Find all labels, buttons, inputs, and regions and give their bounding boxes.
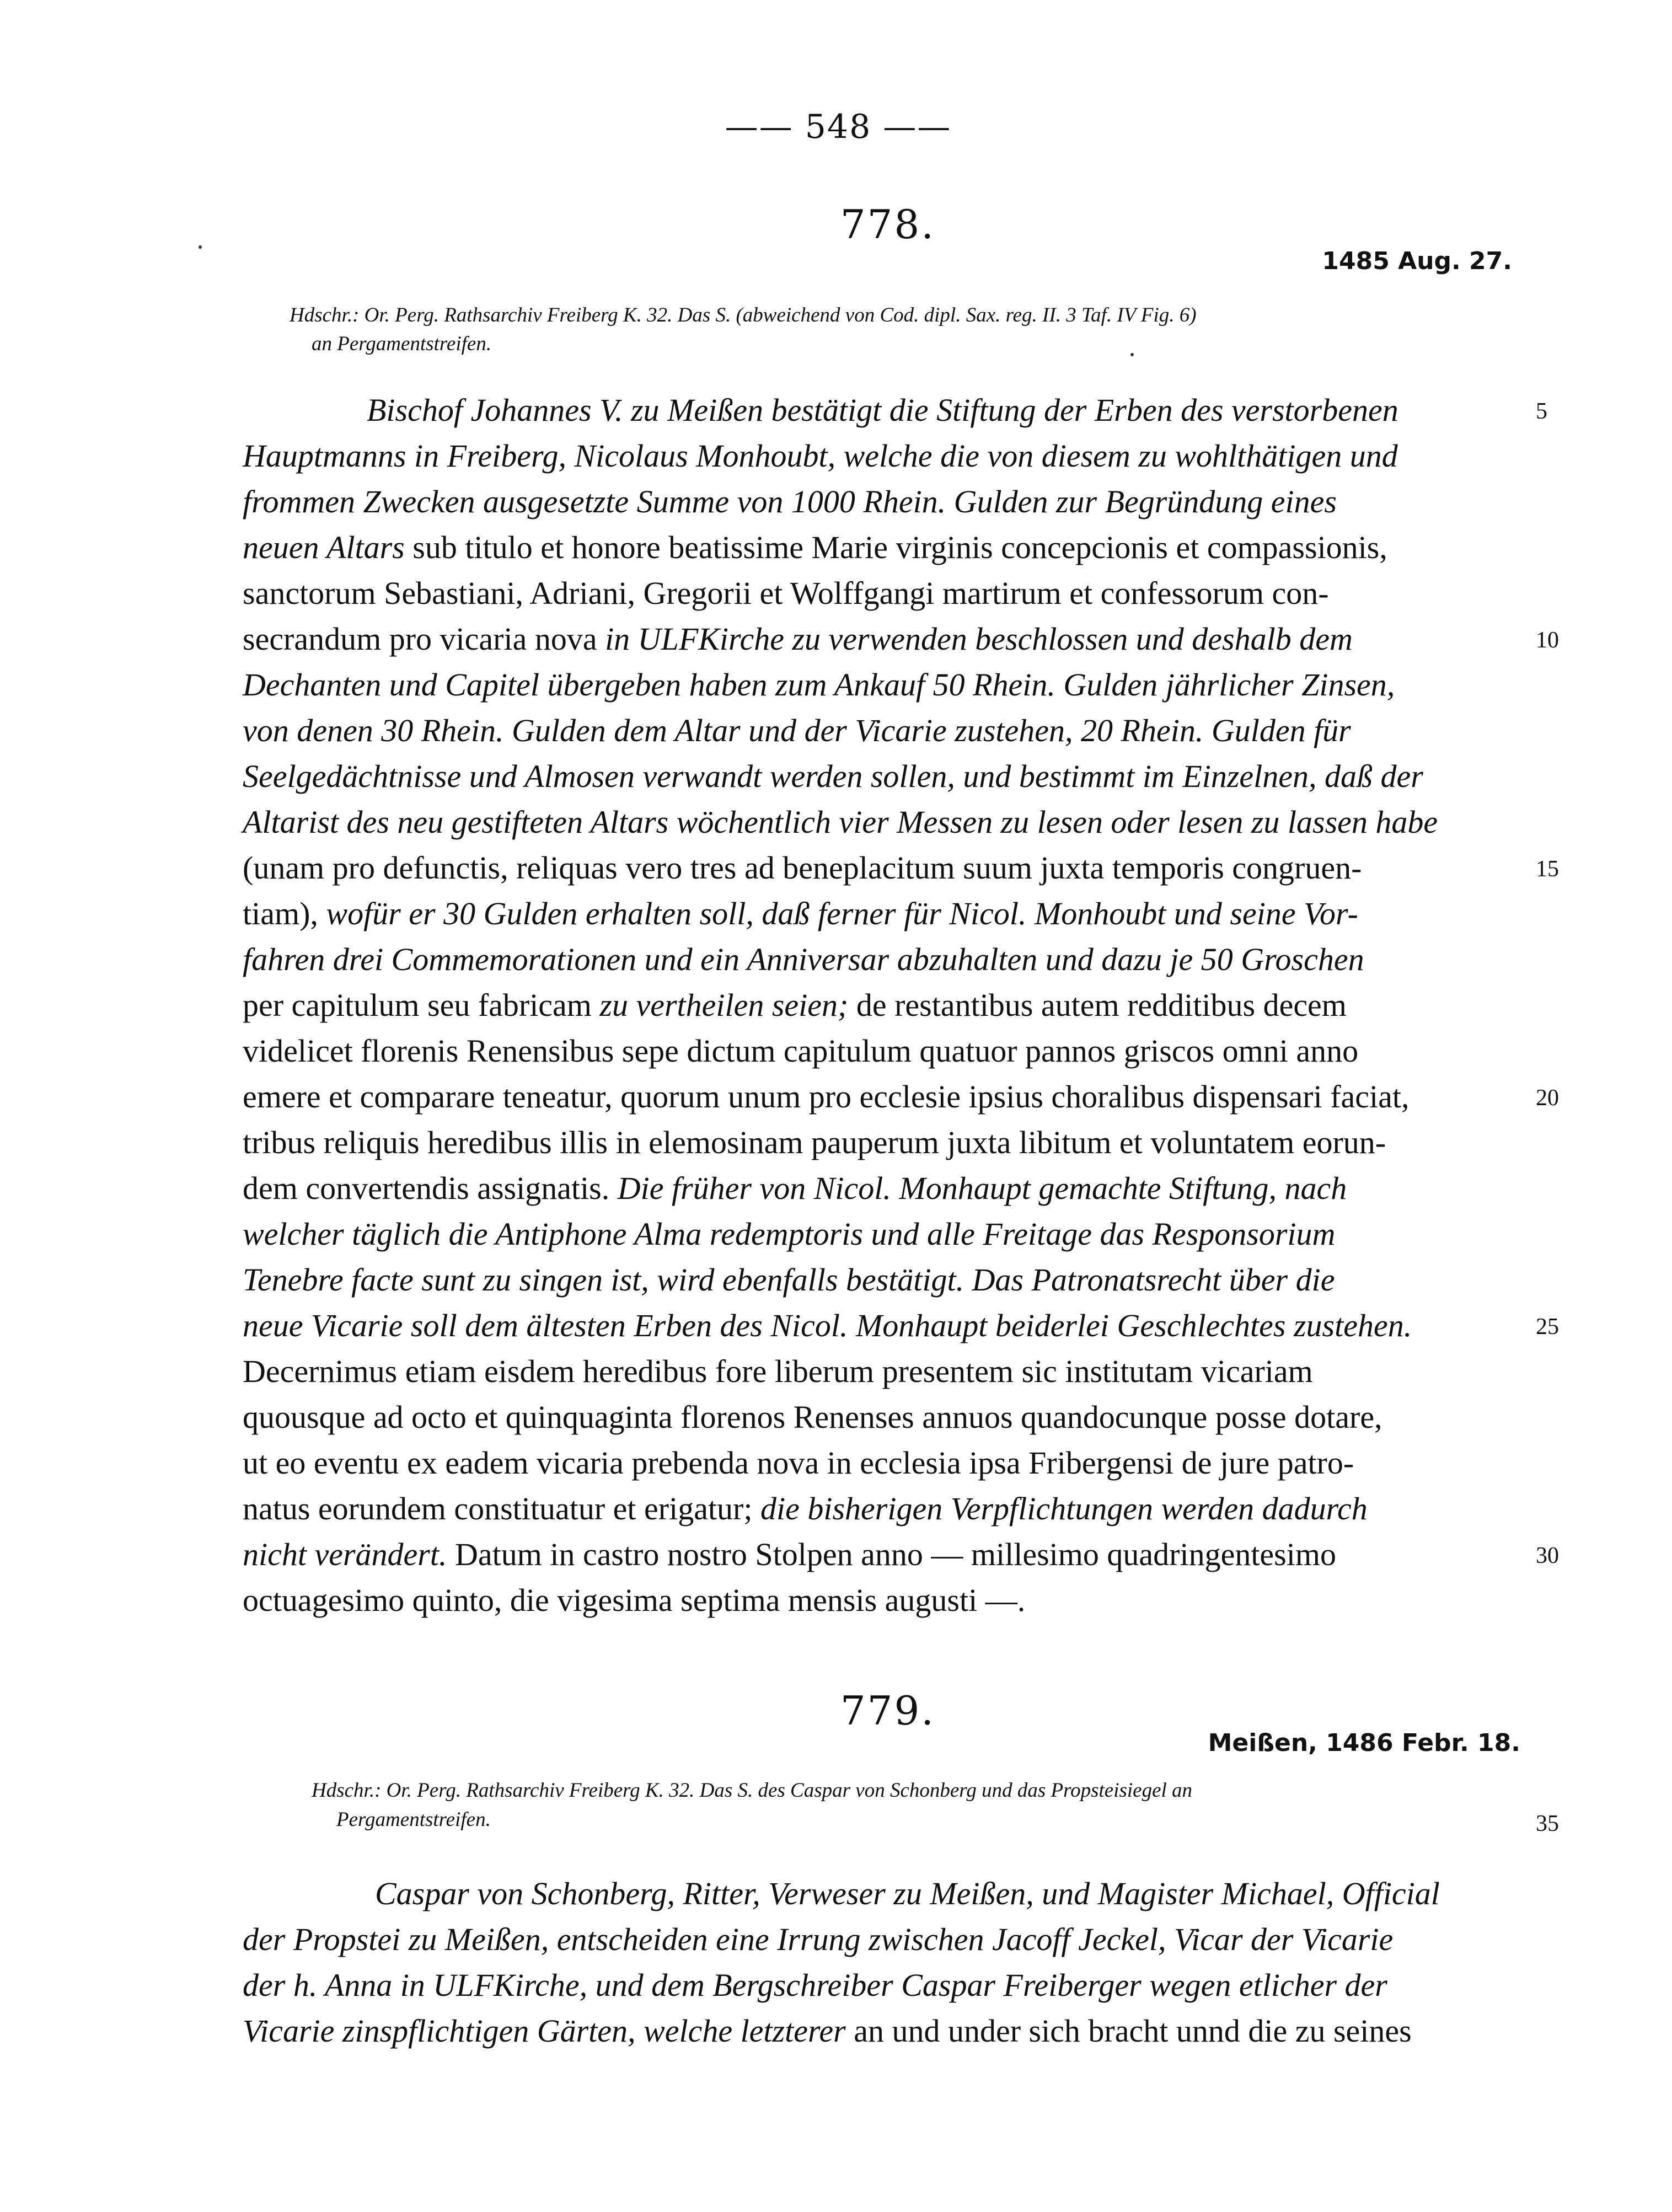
text-segment: per capitulum seu fabricam xyxy=(243,987,600,1023)
text-segment: sub titulo et honore beatissime Marie virginis concepcionis et compassionis, xyxy=(404,529,1387,565)
text-line xyxy=(243,666,1395,703)
text-line xyxy=(375,1875,1440,1912)
text-segment: neuen Altars xyxy=(243,529,405,565)
text-segment: Tenebre facte sunt zu singen ist, wird ebenfalls bestätigt. Das Patronatsrecht über die xyxy=(243,1262,1335,1298)
text-line xyxy=(243,1261,1335,1298)
text-segment: nicht verändert. xyxy=(243,1536,447,1572)
source-note-778-line2: an Pergamentstreifen. xyxy=(312,333,492,355)
text-line xyxy=(243,987,1347,1024)
text-line xyxy=(243,1032,1358,1069)
text-line xyxy=(243,529,1387,566)
text-segment: tribus reliquis heredibus illis in elemosinam pauperum juxta libitum et voluntatem eorun- xyxy=(243,1124,1386,1160)
text-segment: in ULFKirche zu verwenden beschlossen und deshalb dem xyxy=(605,621,1353,657)
text-segment: der h. Anna in ULFKirche, und dem Bergschreiber Caspar Freiberger wegen etlicher der xyxy=(243,1967,1387,2003)
text-segment: Dechanten und Capitel übergeben haben zum Ankauf 50 Rhein. Gulden jährlicher Zinsen, xyxy=(243,667,1395,703)
text-segment: natus eorundem constituatur et erigatur; xyxy=(243,1491,760,1527)
text-line xyxy=(243,712,1351,749)
text-segment: fahren drei Commemorationen und ein Anniversar abzuhalten und dazu je 50 Groschen xyxy=(243,941,1364,977)
text-line xyxy=(243,1215,1335,1252)
line-number-10: 10 xyxy=(1536,628,1559,653)
text-line xyxy=(243,758,1423,795)
text-line xyxy=(243,1353,1313,1390)
text-segment: frommen Zwecken ausgesetzte Summe von 1000 Rhein. Gulden zur Begründung eines xyxy=(243,484,1337,519)
text-segment: Bischof Johannes V. zu Meißen bestätigt die Stiftung der Erben des verstorbenen xyxy=(367,392,1398,428)
scan-speck xyxy=(1130,353,1134,356)
document-number-778: 778. xyxy=(840,201,936,248)
text-segment: Altarist des neu gestifteten Altars wöchentlich vier Messen zu lesen oder lesen zu lassen habe xyxy=(243,804,1438,840)
text-line xyxy=(243,1967,1387,2004)
text-segment: Seelgedächtnisse und Almosen verwandt werden sollen, und bestimmt im Einzelnen, daß der xyxy=(243,758,1423,794)
document-date-779: Meißen, 1486 Febr. 18. xyxy=(1208,1729,1520,1757)
text-segment: welcher täglich die Antiphone Alma redemptoris und alle Freitage das Responsorium xyxy=(243,1216,1336,1252)
text-segment: octuagesimo quinto, die vigesima septima mensis augusti —. xyxy=(243,1582,1026,1618)
text-line xyxy=(243,1490,1368,1527)
text-segment: die bisherigen Verpflichtungen werden dadurch xyxy=(760,1491,1368,1527)
document-number-779: 779. xyxy=(840,1688,936,1734)
source-note-779-line1: Hdschr.: Or. Perg. Rathsarchiv Freiberg K. 32. Das S. des Caspar von Schonberg und das Propsteisiegel an xyxy=(312,1779,1193,1802)
text-segment: neue Vicarie soll dem ältesten Erben des Nicol. Monhaupt beiderlei Geschlechtes zustehen. xyxy=(243,1308,1412,1343)
text-segment: der Propstei zu Meißen, entscheiden eine Irrung zwischen Jacoff Jeckel, Vicar der Vicarie xyxy=(243,1921,1394,1957)
text-line xyxy=(243,575,1329,612)
text-line xyxy=(243,1582,1025,1619)
page-number: —— 548 —— xyxy=(725,108,952,146)
text-line xyxy=(243,1444,1354,1481)
text-line xyxy=(243,849,1362,886)
text-line xyxy=(243,895,1358,932)
text-line xyxy=(243,483,1337,520)
document-date-778: 1485 Aug. 27. xyxy=(1322,247,1512,275)
text-segment: an und under sich bracht unnd die zu seines xyxy=(845,2013,1412,2049)
text-segment: secrandum pro vicaria nova xyxy=(243,621,605,657)
text-segment: ut eo eventu ex eadem vicaria prebenda nova in ecclesia ipsa Fribergensi de jure patro- xyxy=(243,1445,1354,1481)
text-segment: Datum in castro nostro Stolpen anno — millesimo quadringentesimo xyxy=(447,1536,1336,1572)
source-note-778-line1: Hdschr.: Or. Perg. Rathsarchiv Freiberg K. 32. Das S. (abweichend von Cod. dipl. Sax. reg. II. 3 Taf. IV Fig. 6) xyxy=(290,304,1197,326)
text-segment: (unam pro defunctis, reliquas vero tres ad beneplacitum suum juxta temporis congruen- xyxy=(243,850,1362,886)
text-segment: dem convertendis assignatis. xyxy=(243,1170,618,1206)
text-segment: wofür er 30 Gulden erhalten soll, daß ferner für Nicol. Monhoubt und seine Vor- xyxy=(326,896,1358,931)
text-line xyxy=(243,1124,1386,1161)
text-line xyxy=(243,620,1353,657)
text-segment: sanctorum Sebastiani, Adriani, Gregorii et Wolffgangi martirum et confessorum con- xyxy=(243,575,1329,611)
text-segment: emere et comparare teneatur, quorum unum pro ecclesie ipsius choralibus dispensari faciat, xyxy=(243,1079,1410,1115)
text-line xyxy=(243,2012,1412,2049)
text-line xyxy=(243,437,1398,474)
text-segment: quousque ad octo et quinquaginta florenos Renenses annuos quandocunque posse dotare, xyxy=(243,1399,1382,1435)
text-segment: Die früher von Nicol. Monhaupt gemachte Stiftung, nach xyxy=(617,1170,1347,1206)
text-line xyxy=(367,392,1398,429)
line-number-5: 5 xyxy=(1536,399,1547,424)
text-segment: Caspar von Schonberg, Ritter, Verweser zu Meißen, und Magister Michael, Official xyxy=(375,1876,1440,1911)
text-segment: tiam), xyxy=(243,896,326,931)
line-number-35: 35 xyxy=(1536,1811,1559,1836)
text-line xyxy=(243,1078,1409,1115)
line-number-20: 20 xyxy=(1536,1085,1559,1111)
text-segment: videlicet florenis Renensibus sepe dictum capitulum quatuor pannos griscos omni anno xyxy=(243,1033,1359,1069)
text-segment: Vicarie zinspflichtigen Gärten, welche letzterer xyxy=(243,2013,846,2049)
text-line xyxy=(243,1536,1336,1573)
text-line xyxy=(243,1399,1382,1436)
text-segment: zu vertheilen seien; xyxy=(599,987,849,1023)
text-segment: Hauptmanns in Freiberg, Nicolaus Monhoubt, welche die von diesem zu wohlthätigen und xyxy=(243,438,1398,474)
text-segment: de restantibus autem redditibus decem xyxy=(848,987,1347,1023)
source-note-779-line2: Pergamentstreifen. xyxy=(336,1808,491,1831)
text-line xyxy=(243,1170,1347,1207)
text-line xyxy=(243,941,1364,978)
text-line xyxy=(243,1921,1393,1958)
line-number-15: 15 xyxy=(1536,856,1559,882)
text-line xyxy=(243,804,1438,840)
text-segment: von denen 30 Rhein. Gulden dem Altar und der Vicarie zustehen, 20 Rhein. Gulden für xyxy=(243,713,1351,748)
line-number-30: 30 xyxy=(1536,1543,1559,1568)
text-segment: Decernimus etiam eisdem heredibus fore liberum presentem sic institutam vicariam xyxy=(243,1353,1313,1389)
text-line xyxy=(243,1307,1412,1344)
line-number-25: 25 xyxy=(1536,1314,1559,1340)
scan-speck xyxy=(199,245,202,249)
